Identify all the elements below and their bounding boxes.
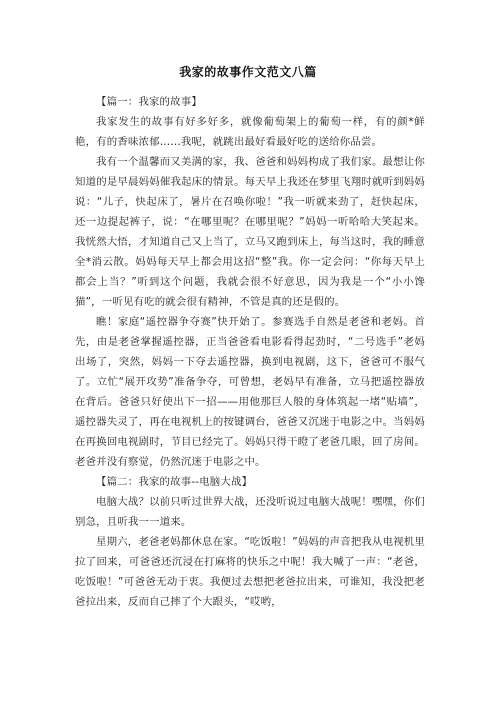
document-body [75,92,425,612]
paragraph: 瞧！家庭“遥控器争夺赛”快开始了。参赛选手自然是老爸和老妈。首先，由是老爸掌握遥控器，正当爸爸看电影看得起劲时，“二号选手”老妈出场了，突然，妈妈一下夺去遥控器，换到电视剧，这下，爸爸可不服气了。立忙“展开攻势”准备争夺，可曾想，老妈早有准备，立马把遥控器放在背后。爸爸只好使出下一招——用他那巨人般的身体筑起一堵“贴墙”，遥控器失灵了，再在电视机上的按键调台，爸爸又沉迷于电影之中。当妈妈在再换回电视剧时，节目已经完了。妈妈只得干瞪了老爸几眼，回了房间。老爸并没有察觉，仍然沉迷于电影之中。 [75,316,425,468]
paragraph: 星期六，老爸老妈都休息在家。“吃饭啦！”妈妈的声音把我从电视机里拉了回来，可爸爸还沉浸在打麻将的快乐之中呢！我大喊了一声：“老爸，吃饭啦！”可爸爸无动于衷。我便过去想把老爸拉出来，可谁知，我没把老爸拉出来，反而自己摔了个大跟头，“哎哟， [75,536,425,608]
section-heading: 【篇二：我家的故事--电脑大战】 [96,476,253,488]
paragraph: 我家发生的故事有好多好多，就像葡萄架上的葡萄一样，有的颜*鲜艳，有的香味浓郁……我呢，就跳出最好看最好吃的送给你品尝。 [75,116,425,148]
paragraph: 电脑大战？以前只听过世界大战，还没听说过电脑大战呢！嘿嘿，你们别急，且听我一一道来。 [75,496,425,528]
section-heading: 【篇一：我家的故事】 [96,96,202,108]
document-title: 我家的故事作文范文八篇 [179,65,317,79]
paragraph: 我有一个温馨而又美满的家，我、爸爸和妈妈构成了我们家。最想让你知道的是早晨妈妈催我起床的情景。每天早上我还在梦里飞翔时就听到妈妈说：“儿子，快起床了，暑片在召唤你啦！”我一听就来劲了，赶快起床，还一边提起裤子，说：“在哪里呢？在哪里呢？”妈妈一听哈哈大笑起来。我恍然大悟，才知道自己又上当了，立马又跑到床上，每当这时，我的睡意全*消云散。妈妈每天早上都会用这招“整”我。你一定会问：“你每天早上都会上当？”听到这个问题，我就会很不好意思，因为我是一个“小小馋猫”，一听见有吃的就会很有精神，不管是真的还是假的。 [75,156,425,308]
